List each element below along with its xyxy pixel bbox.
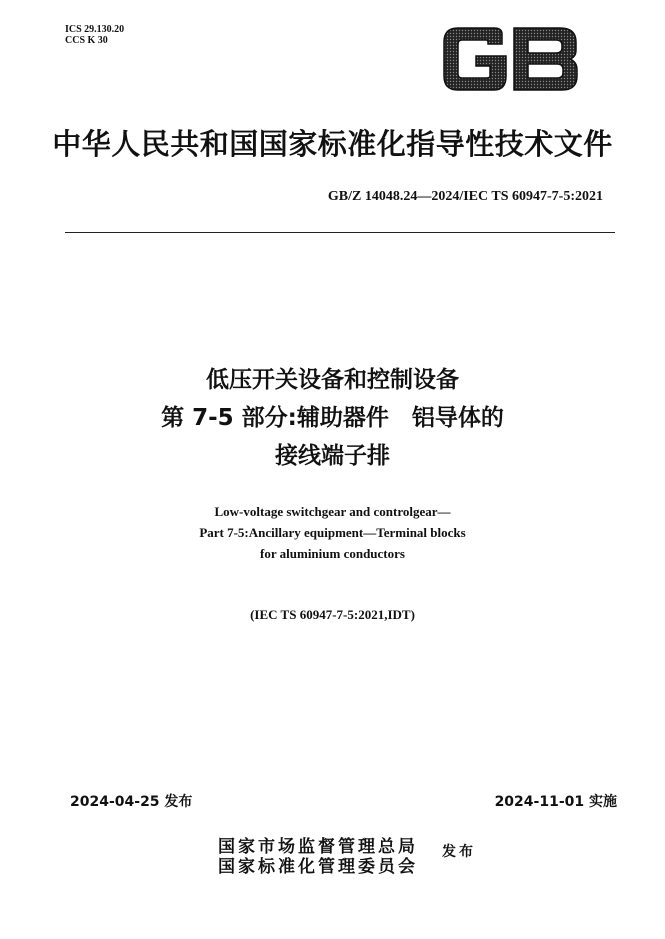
title-en-line-2: Part 7-5:Ancillary equipment—Terminal blocks bbox=[199, 525, 466, 540]
gb-logo-icon bbox=[440, 26, 580, 92]
identity-statement: (IEC TS 60947-7-5:2021,IDT) bbox=[250, 607, 415, 622]
issue-date: 2024-04-25 发布 bbox=[70, 794, 193, 810]
standard-number: GB/Z 14048.24—2024/IEC TS 60947-7-5:2021 bbox=[327, 189, 603, 204]
header-divider bbox=[65, 232, 615, 233]
ccs-code: CCS K 30 bbox=[65, 35, 108, 46]
title-cn-line-1: 低压开关设备和控制设备 bbox=[206, 367, 459, 393]
title-en-line-3: for aluminium conductors bbox=[260, 546, 405, 561]
classification-codes bbox=[65, 24, 124, 46]
publish-label: 发布 bbox=[442, 844, 476, 860]
implementation-date: 2024-11-01 实施 bbox=[494, 794, 617, 810]
issuer-line-2: 国家标准化管理委员会 bbox=[218, 857, 418, 877]
title-cn-line-3: 接线端子排 bbox=[275, 443, 390, 469]
organization-title: 中华人民共和国国家标准化指导性技术文件 bbox=[52, 127, 613, 161]
issuer-line-1: 国家市场监督管理总局 bbox=[218, 837, 418, 857]
ics-code: ICS 29.130.20 bbox=[65, 24, 125, 35]
title-en-line-1: Low-voltage switchgear and controlgear— bbox=[214, 504, 451, 519]
title-cn-line-2: 第 7-5 部分:辅助器件 铝导体的 bbox=[161, 405, 504, 431]
